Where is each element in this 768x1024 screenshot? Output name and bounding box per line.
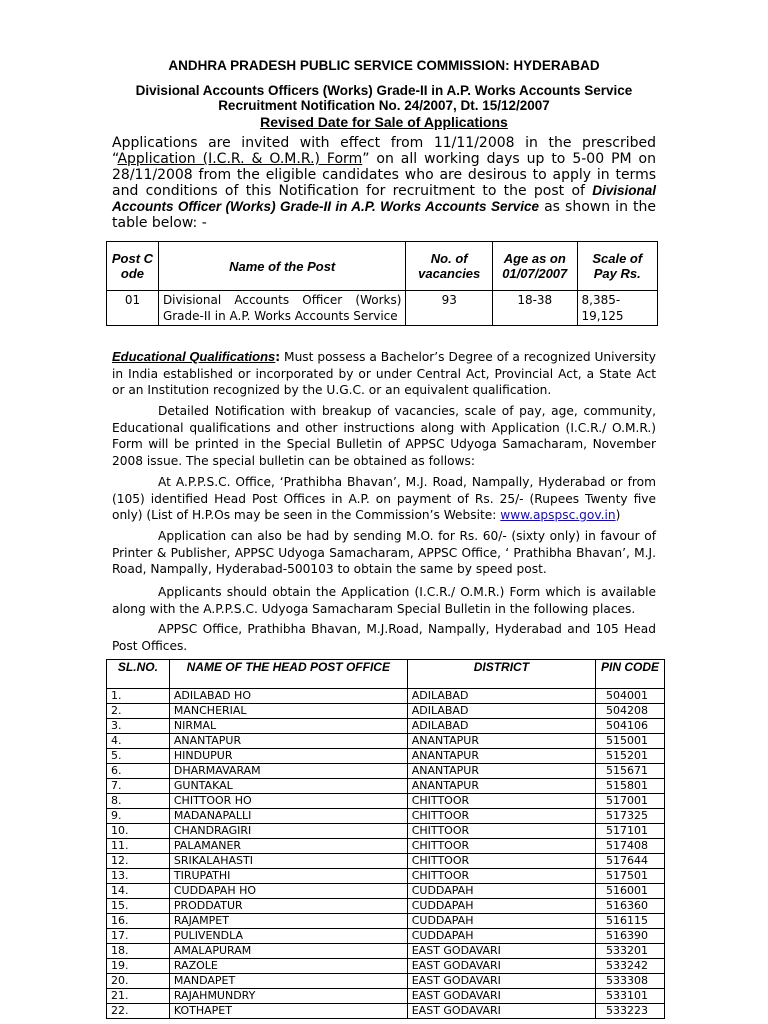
sl-no-cell: 21. (107, 989, 170, 1004)
pin-code-cell: 515801 (596, 779, 665, 794)
sl-no-cell: 6. (107, 764, 170, 779)
vacancies-cell: 93 (406, 291, 493, 326)
table-row (107, 959, 665, 974)
district-cell: ADILABAD (407, 689, 595, 704)
table-row (107, 704, 665, 719)
pin-code-cell: 504106 (596, 719, 665, 734)
post-title: Divisional Accounts Officers (Works) Grade-II in A.P. Works Accounts Service (135, 83, 633, 98)
hpo-name-cell: TIRUPATHI (169, 869, 407, 884)
hpo-name-cell: SRIKALAHASTI (169, 854, 407, 869)
table-row (107, 839, 665, 854)
application-form-text: Application (I.C.R. & O.M.R.) Form (117, 151, 363, 167)
pin-code-cell: 533201 (596, 944, 665, 959)
pin-code-cell: 504001 (596, 689, 665, 704)
money-order-paragraph: Application can also be had by sending M.O. for Rs. 60/- (sixty only) in favour of Printer & Publisher, APPSC Udyoga Samacharam, APPSC Office, ‘ Prathibha Bhavan’, M.J. Road, Nampally, Hyderabad-500103 to obtain the same by speed post. (112, 529, 656, 576)
table-row (107, 794, 665, 809)
sl-no-cell: 3. (107, 719, 170, 734)
hpo-name-cell: PRODDATUR (169, 899, 407, 914)
district-cell: CHITTOOR (407, 854, 595, 869)
education-paragraph (112, 349, 656, 399)
post-table (106, 241, 658, 326)
district-cell: ANANTAPUR (407, 764, 595, 779)
sl-no-cell: 13. (107, 869, 170, 884)
district-cell: ADILABAD (407, 719, 595, 734)
table-row (107, 929, 665, 944)
table-row (107, 869, 665, 884)
education-colon: : (275, 350, 281, 364)
intro-text-2: ” on all working days up to 5-00 PM on 28/11/2008 from the eligible candidates who are desirous to apply in terms and conditions of this Notification for recruitment to the post of (112, 151, 656, 199)
sl-no-cell: 7. (107, 779, 170, 794)
hpo-name-cell: CHITTOOR HO (169, 794, 407, 809)
vacancies-header: No. of vacancies (406, 242, 493, 291)
table-row (107, 914, 665, 929)
office-paragraph: APPSC Office, Prathibha Bhavan, M.J.Road, Nampally, Hyderabad and 105 Head Post Offices. (112, 622, 656, 653)
pin-code-cell: 516001 (596, 884, 665, 899)
hpo-name-cell: AMALAPURAM (169, 944, 407, 959)
hpo-name-cell: DHARMAVARAM (169, 764, 407, 779)
table-row (107, 779, 665, 794)
sl-no-cell: 12. (107, 854, 170, 869)
district-cell: ANANTAPUR (407, 734, 595, 749)
pin-code-cell: 517325 (596, 809, 665, 824)
sl-no-cell: 17. (107, 929, 170, 944)
post-table-row (107, 291, 658, 326)
pay-scale-cell: 8,385-19,125 (577, 291, 657, 326)
sl-no-header: SL.NO. (107, 660, 170, 689)
hpo-name-cell: CHANDRAGIRI (169, 824, 407, 839)
intro-post-name: Divisional Accounts Officer (Works) Grade-II in A.P. Works Accounts Service (112, 183, 656, 214)
pin-code-cell: 516115 (596, 914, 665, 929)
sl-no-cell: 16. (107, 914, 170, 929)
pin-code-cell: 517644 (596, 854, 665, 869)
hpo-name-cell: MANDAPET (169, 974, 407, 989)
pin-code-cell: 533101 (596, 989, 665, 1004)
district-cell: ANANTAPUR (407, 779, 595, 794)
sl-no-cell: 4. (107, 734, 170, 749)
sl-no-cell: 9. (107, 809, 170, 824)
district-cell: ADILABAD (407, 704, 595, 719)
hpo-name-cell: ADILABAD HO (169, 689, 407, 704)
head-post-office-table (106, 659, 665, 1019)
hpo-name-cell: MANCHERIAL (169, 704, 407, 719)
notification-number: Recruitment Notification No. 24/2007, Dt. 15/12/2007 (218, 98, 550, 113)
table-row (107, 854, 665, 869)
district-cell: EAST GODAVARI (407, 959, 595, 974)
post-name-header: Name of the Post (158, 242, 405, 291)
hpo-name-cell: GUNTAKAL (169, 779, 407, 794)
pin-code-cell: 533223 (596, 1004, 665, 1019)
district-cell: CUDDAPAH (407, 899, 595, 914)
district-cell: CUDDAPAH (407, 914, 595, 929)
appsc-office-paragraph (112, 474, 656, 524)
sl-no-cell: 8. (107, 794, 170, 809)
hpo-name-cell: RAJAHMUNDRY (169, 989, 407, 1004)
intro-text-3: as shown in the table below: - (112, 199, 657, 231)
district-cell: CHITTOOR (407, 794, 595, 809)
hpo-name-cell: PULIVENDLA (169, 929, 407, 944)
district-cell: CUDDAPAH (407, 929, 595, 944)
pin-code-cell: 517501 (596, 869, 665, 884)
hpo-name-cell: ANANTAPUR (169, 734, 407, 749)
district-cell: CUDDAPAH (407, 884, 595, 899)
pin-code-cell: 515671 (596, 764, 665, 779)
post-name-cell: Divisional Accounts Officer (Works) Grade-II in A.P. Works Accounts Service (158, 291, 405, 326)
pin-code-cell: 516390 (596, 929, 665, 944)
hpo-name-cell: HINDUPUR (169, 749, 407, 764)
table-row (107, 899, 665, 914)
district-cell: CHITTOOR (407, 824, 595, 839)
sl-no-cell: 14. (107, 884, 170, 899)
table-row (107, 824, 665, 839)
district-cell: EAST GODAVARI (407, 989, 595, 1004)
hpo-name-header: NAME OF THE HEAD POST OFFICE (169, 660, 407, 689)
sl-no-cell: 5. (107, 749, 170, 764)
hpo-table-body (107, 689, 665, 1019)
revised-date-heading: Revised Date for Sale of Applications (260, 114, 508, 130)
appsc-office-text: At A.P.P.S.C. Office, ‘Prathibha Bhavan’, M.J. Road, Nampally, Hyderabad or from (105) identified Head Post Offices in A.P. on payment of Rs. 25/- (Rupees Twenty five only) (List of H.P.Os may be seen in the Commission’s Website: (112, 475, 656, 522)
pin-code-cell: 517408 (596, 839, 665, 854)
hpo-name-cell: CUDDAPAH HO (169, 884, 407, 899)
hpo-name-cell: MADANAPALLI (169, 809, 407, 824)
age-header: Age as on 01/07/2007 (492, 242, 577, 291)
table-row (107, 944, 665, 959)
pin-code-cell: 517101 (596, 824, 665, 839)
sl-no-cell: 18. (107, 944, 170, 959)
table-row (107, 1004, 665, 1019)
pay-scale-header: Scale of Pay Rs. (577, 242, 657, 291)
sl-no-cell: 22. (107, 1004, 170, 1019)
district-cell: EAST GODAVARI (407, 1004, 595, 1019)
table-row (107, 989, 665, 1004)
hpo-name-cell: RAZOLE (169, 959, 407, 974)
appsc-office-close: ) (615, 508, 621, 522)
intro-paragraph (112, 135, 656, 231)
hpo-header-row (107, 660, 665, 689)
post-code-header: Post C ode (107, 242, 159, 291)
hpo-name-cell: PALAMANER (169, 839, 407, 854)
district-cell: CHITTOOR (407, 809, 595, 824)
post-table-header-row (107, 242, 658, 291)
table-row (107, 734, 665, 749)
sl-no-cell: 15. (107, 899, 170, 914)
table-row (107, 884, 665, 899)
pin-code-cell: 504208 (596, 704, 665, 719)
pin-code-cell: 517001 (596, 794, 665, 809)
pin-code-cell: 516360 (596, 899, 665, 914)
sl-no-cell: 19. (107, 959, 170, 974)
intro-text-1: Applications are invited with effect from 11/11/2008 in the prescribed “ (112, 135, 656, 167)
sl-no-cell: 20. (107, 974, 170, 989)
table-row (107, 764, 665, 779)
sl-no-cell: 11. (107, 839, 170, 854)
sl-no-cell: 10. (107, 824, 170, 839)
pin-code-header: PIN CODE (596, 660, 665, 689)
district-cell: CHITTOOR (407, 839, 595, 854)
pin-code-cell: 533308 (596, 974, 665, 989)
education-text: Must possess a Bachelor’s Degree of a recognized University in India established or incorporated by or under Central Act, Provincial Act, a State Act or an Institution recognized by the U.G.C. or an equivalent qualification. (112, 350, 656, 397)
commission-title: ANDHRA PRADESH PUBLIC SERVICE COMMISSION: HYDERABAD (168, 58, 600, 73)
hpo-name-cell: NIRMAL (169, 719, 407, 734)
pin-code-cell: 515201 (596, 749, 665, 764)
district-cell: EAST GODAVARI (407, 974, 595, 989)
district-header: DISTRICT (407, 660, 595, 689)
age-cell: 18-38 (492, 291, 577, 326)
table-row (107, 974, 665, 989)
obtain-paragraph: Applicants should obtain the Application (I.C.R./ O.M.R.) Form which is available along with the A.P.P.S.C. Udyoga Samacharam Special Bulletin in the following places. (112, 585, 656, 616)
pin-code-cell: 533242 (596, 959, 665, 974)
table-row (107, 749, 665, 764)
table-row (107, 689, 665, 704)
district-cell: EAST GODAVARI (407, 944, 595, 959)
hpo-name-cell: RAJAMPET (169, 914, 407, 929)
table-row (107, 809, 665, 824)
post-code-cell: 01 (107, 291, 159, 326)
education-heading: Educational Qualifications (112, 349, 276, 364)
detail-paragraph: Detailed Notification with breakup of vacancies, scale of pay, age, community, Educational qualifications and other instructions along with Application (I.C.R./ O.M.R.) Form will be printed in the Special Bulletin of APPSC Udyoga Samacharam, November 2008 issue. The special bulletin can be obtained as follows: (112, 404, 656, 468)
sl-no-cell: 2. (107, 704, 170, 719)
hpo-name-cell: KOTHAPET (169, 1004, 407, 1019)
pin-code-cell: 515001 (596, 734, 665, 749)
table-row (107, 719, 665, 734)
website-link[interactable]: www.apspsc.gov.in (500, 508, 616, 522)
district-cell: ANANTAPUR (407, 749, 595, 764)
district-cell: CHITTOOR (407, 869, 595, 884)
sl-no-cell: 1. (107, 689, 170, 704)
